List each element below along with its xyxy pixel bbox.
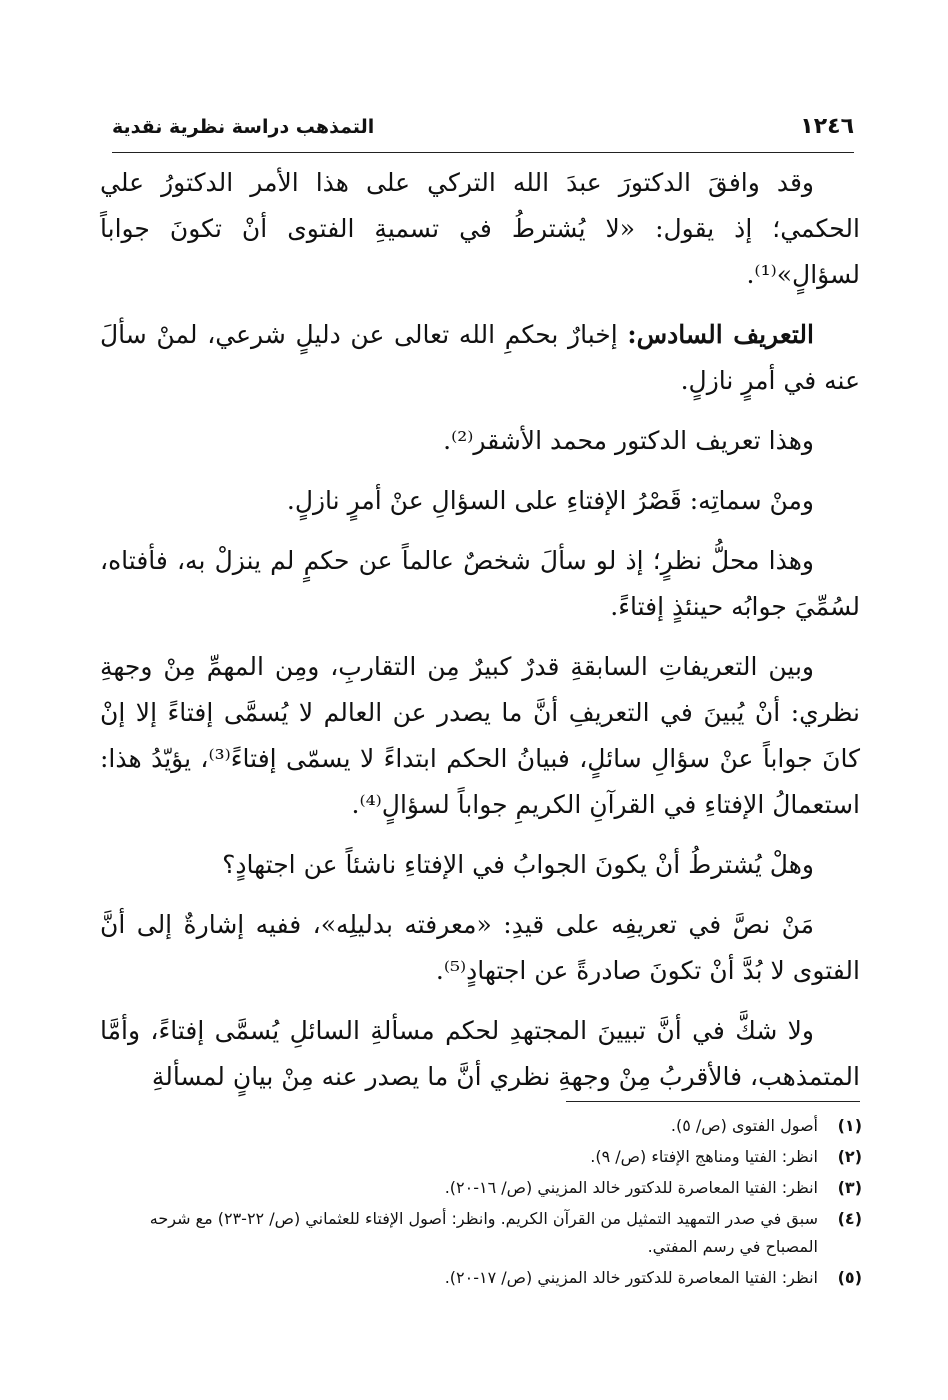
paragraph-text: وقد وافقَ الدكتورَ عبدَ الله التركي على هذا الأمر الدكتورُ علي الحكمي؛ إذ يقول: «لا يُشترطُ في تسميةِ الفتوى أنْ تكونَ جواباً لسؤالٍ»⁽¹⁾. bbox=[100, 168, 860, 289]
body-text bbox=[100, 160, 860, 1114]
footnote bbox=[100, 1143, 862, 1171]
footnote-number: (٤) bbox=[837, 1209, 862, 1228]
footnote-number: (٣) bbox=[837, 1178, 862, 1197]
footnote bbox=[100, 1174, 862, 1202]
paragraph-text: وهذا تعريف الدكتور محمد الأشقر⁽²⁾. bbox=[443, 426, 814, 455]
paragraph-text: ولا شكَّ في أنَّ تبيينَ المجتهدِ لحكم مسألةِ السائلِ يُسمَّى إفتاءً، وأمَّا المتمذهب، فالأقربُ مِنْ وجهةِ نظري أنَّ ما يصدر عنه مِنْ بيانٍ لمسألةِ bbox=[100, 1016, 860, 1091]
paragraph bbox=[100, 902, 860, 994]
page-header bbox=[112, 108, 854, 153]
footnote-text: انظر: الفتيا المعاصرة للدكتور خالد المزيني (ص/ ١٧-٢٠). bbox=[444, 1268, 818, 1287]
paragraph bbox=[100, 538, 860, 630]
running-title: التمذهب دراسة نظرية نقدية bbox=[112, 116, 375, 138]
paragraph-text: ومنْ سماتِه: قَصْرُ الإفتاءِ على السؤالِ عنْ أمرٍ نازلٍ. bbox=[286, 486, 814, 515]
paragraph bbox=[100, 842, 860, 888]
footnote-text: سبق في صدر التمهيد التمثيل من القرآن الكريم. وانظر: أصول الإفتاء للعثماني (ص/ ٢٢-٢٣) مع شرحه المصباح في رسم المفتي. bbox=[149, 1209, 818, 1256]
footnote-number: (١) bbox=[837, 1116, 862, 1135]
footnote bbox=[100, 1112, 862, 1140]
paragraph-text: مَنْ نصَّ في تعريفِه على قيدِ: «معرفته بدليلِه»، ففيه إشارةٌ إلى أنَّ الفتوى لا بُدَّ أنْ تكونَ صادرةً عن اجتهادٍ⁽⁵⁾. bbox=[100, 910, 860, 985]
paragraph-text: وهلْ يُشترطُ أنْ يكونَ الجوابُ في الإفتاءِ ناشئاً عن اجتهادٍ؟ bbox=[222, 850, 814, 879]
paragraph bbox=[100, 418, 860, 464]
paragraph bbox=[100, 312, 860, 404]
footnote-number: (٢) bbox=[837, 1147, 862, 1166]
paragraph-text: وبين التعريفاتِ السابقةِ قدرٌ كبيرٌ مِن التقاربِ، ومِن المهمِّ مِنْ وجهةِ نظري: أنْ يُبينَ في التعريفِ أنَّ ما يصدر عن العالم لا يُسمَّى إفتاءً إلا إنْ كانَ جواباً عنْ سؤالِ سائلٍ، فبيانُ الحكم ابتداءً لا يسمّى إفتاءً⁽³⁾، يؤيّدُ هذا: استعمالُ الإفتاءِ في القرآنِ الكريمِ جواباً لسؤالٍ⁽⁴⁾. bbox=[100, 652, 860, 819]
paragraph bbox=[100, 160, 860, 298]
paragraph-heading: التعريف السادس: bbox=[627, 320, 814, 349]
footnote bbox=[100, 1205, 862, 1261]
paragraph-text: وهذا محلُّ نظرٍ؛ إذ لو سألَ شخصٌ عالماً عن حكمٍ لم ينزلْ به، فأفتاه، لسُمِّيَ جوابُه حينئذٍ إفتاءً. bbox=[100, 546, 860, 621]
footnote bbox=[100, 1264, 862, 1292]
footnote-number: (٥) bbox=[837, 1268, 862, 1287]
footnote-text: انظر: الفتيا ومناهج الإفتاء (ص/ ٩). bbox=[590, 1147, 818, 1166]
paragraph bbox=[100, 1008, 860, 1100]
footnote-text: أصول الفتوى (ص/ ٥). bbox=[670, 1116, 818, 1135]
footnote-divider bbox=[566, 1101, 860, 1102]
paragraph bbox=[100, 478, 860, 524]
footnote-text: انظر: الفتيا المعاصرة للدكتور خالد المزيني (ص/ ١٦-٢٠). bbox=[444, 1178, 818, 1197]
paragraph-text: إخبارٌ بحكمِ الله تعالى عن دليلٍ شرعي، لمنْ سألَ عنه في أمرٍ نازلٍ. bbox=[100, 320, 860, 395]
paragraph bbox=[100, 644, 860, 828]
page-number: ١٢٤٦ bbox=[800, 114, 854, 139]
footnotes bbox=[100, 1112, 862, 1295]
